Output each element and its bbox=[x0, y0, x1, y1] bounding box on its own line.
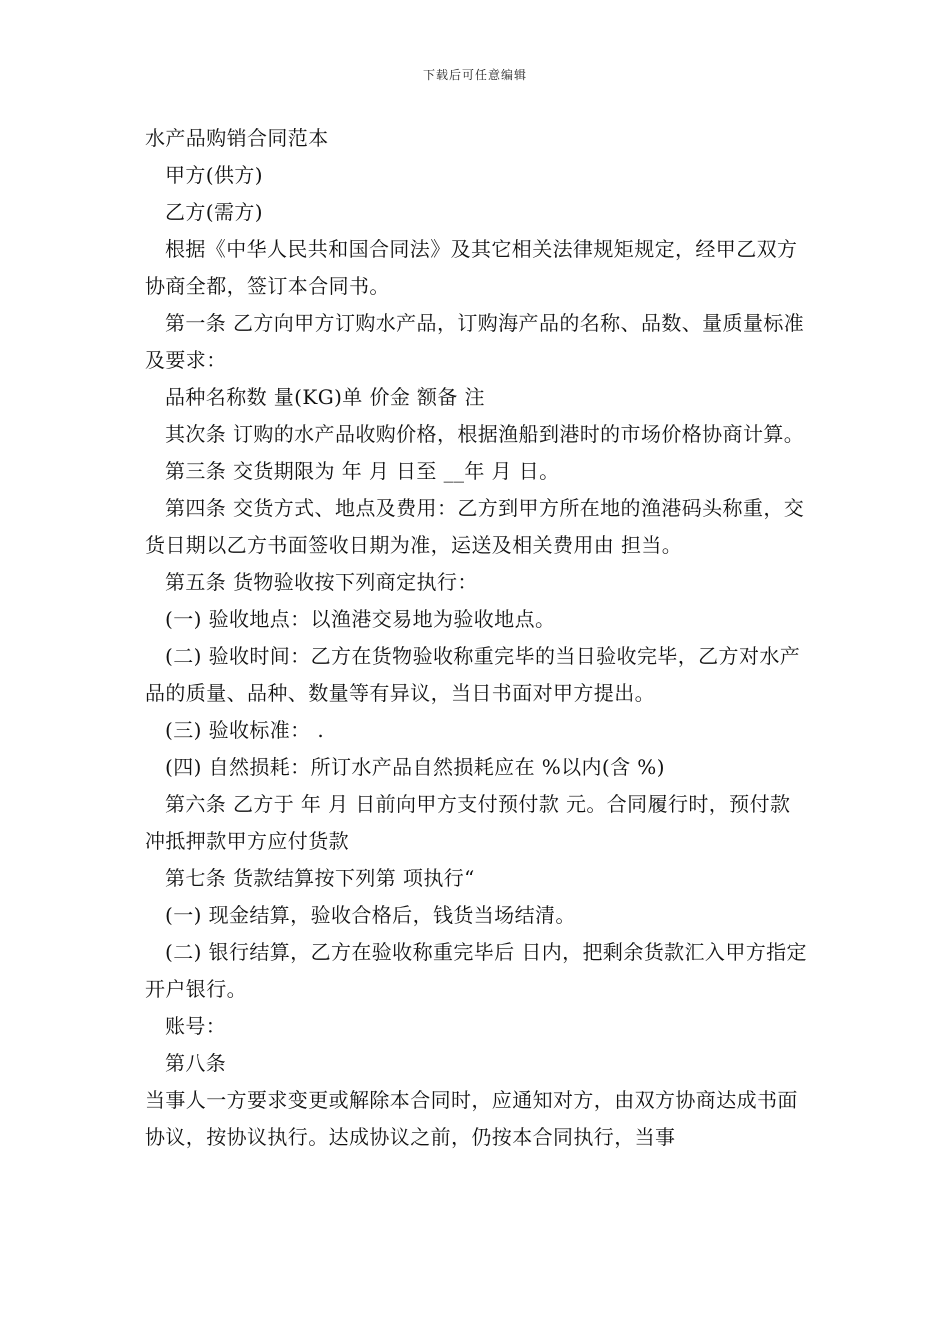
document-title: 水产品购销合同范本 bbox=[145, 126, 329, 150]
paragraph-account: 账号： bbox=[165, 1014, 227, 1038]
paragraph-article-4: 第四条 交货方式、地点及费用：乙方到甲方所在地的渔港码头称重，交货日期以乙方书面签收日期为准，运送及相关费用由 担当。 bbox=[145, 496, 805, 557]
paragraph-article-1: 第一条 乙方向甲方订购水产品，订购海产品的名称、品数、量质量标准及要求： bbox=[145, 311, 805, 372]
paragraph-article-8-body: 当事人一方要求变更或解除本合同时，应通知对方，由双方协商达成书面协议，按协议执行。达成协议之前，仍按本合同执行，当事 bbox=[145, 1088, 798, 1149]
paragraph-article-5-item-3: (三) 验收标准： . bbox=[165, 718, 325, 742]
paragraph-article-7-item-1: (一) 现金结算，验收合格后，钱货当场结清。 bbox=[165, 903, 576, 927]
paragraph-article-5: 第五条 货物验收按下列商定执行： bbox=[165, 570, 478, 594]
header-note: 下载后可任意编辑 bbox=[422, 68, 527, 82]
paragraph-article-3: 第三条 交货期限为 年 月 日至 __年 月 日。 bbox=[165, 459, 560, 483]
paragraph-article-8: 第八条 bbox=[165, 1051, 227, 1075]
paragraph-basis: 根据《中华人民共和国合同法》及其它相关法律规矩规定，经甲乙双方协商全都，签订本合同书。 bbox=[145, 237, 798, 298]
paragraph-article-2: 其次条 订购的水产品收购价格，根据渔船到港时的市场价格协商计算。 bbox=[165, 422, 805, 446]
paragraph-party-b: 乙方(需方) bbox=[165, 200, 264, 224]
paragraph-article-5-item-2: (二) 验收时间：乙方在货物验收称重完毕的当日验收完毕，乙方对水产品的质量、品种、数量等有异议，当日书面对甲方提出。 bbox=[145, 644, 801, 705]
paragraph-party-a: 甲方(供方) bbox=[165, 163, 264, 187]
paragraph-product-columns: 品种名称数 量(KG)单 价金 额备 注 bbox=[165, 385, 485, 409]
paragraph-article-6: 第六条 乙方于 年 月 日前向甲方支付预付款 元。合同履行时，预付款冲抵押款甲方应付货款 bbox=[145, 792, 791, 853]
paragraph-article-7-item-2: (二) 银行结算，乙方在验收称重完毕后 日内，把剩余货款汇入甲方指定开户银行。 bbox=[145, 940, 807, 1001]
paragraph-article-5-item-1: (一) 验收地点：以渔港交易地为验收地点。 bbox=[165, 607, 556, 631]
document-body bbox=[145, 120, 807, 1156]
paragraph-article-5-item-4: (四) 自然损耗：所订水产品自然损耗应在 %以内(含 %) bbox=[165, 755, 665, 779]
paragraph-article-7: 第七条 货款结算按下列第 项执行“ bbox=[165, 866, 475, 890]
